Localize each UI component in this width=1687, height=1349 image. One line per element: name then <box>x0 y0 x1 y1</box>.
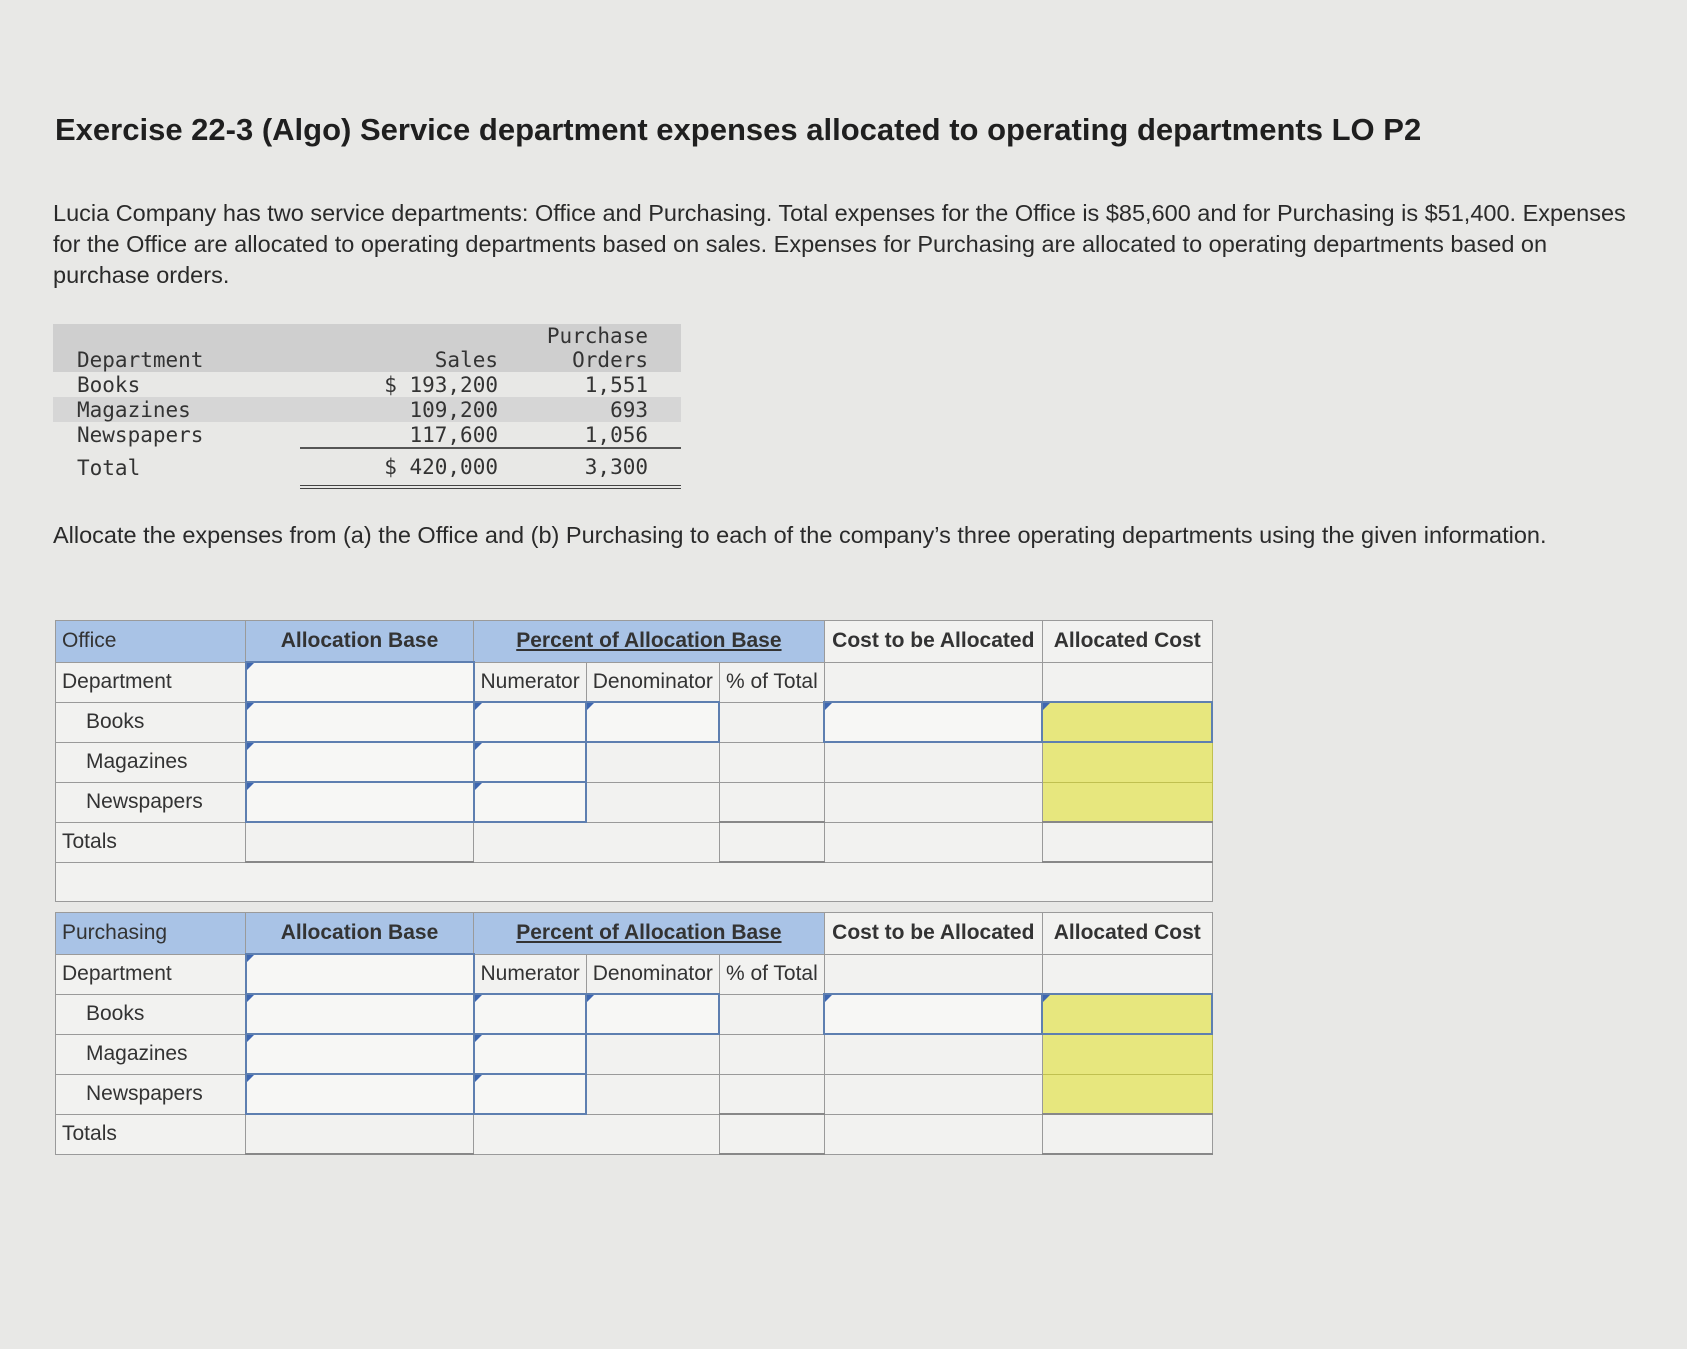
purchasing-dept-magazines: Magazines <box>56 1034 246 1074</box>
purchasing-magazines-denominator-cell[interactable] <box>586 1034 719 1074</box>
data-purchase-orders: 693 <box>530 397 681 422</box>
purchasing-percent-header: Percent of Allocation Base <box>474 913 825 955</box>
office-magazines-pct-cell[interactable] <box>719 742 824 782</box>
office-books-base-input[interactable] <box>246 702 474 742</box>
data-row-books <box>53 372 681 397</box>
data-sales: 109,200 <box>300 397 530 422</box>
purchasing-magazines-allocated-cost[interactable] <box>1042 1034 1212 1074</box>
purchasing-denominator-label: Denominator <box>586 954 719 994</box>
purchasing-allocation-base-select[interactable] <box>246 954 474 994</box>
purchasing-row-magazines <box>56 1034 1213 1074</box>
header-purchase-orders-line1: Purchase <box>546 324 648 348</box>
data-table-header <box>53 324 681 372</box>
purchasing-blank-cell <box>824 954 1042 994</box>
office-newspapers-pct-cell[interactable] <box>719 782 824 822</box>
office-newspapers-allocated-cost[interactable] <box>1042 782 1212 822</box>
purchasing-allocation-base-header: Allocation Base <box>246 913 474 955</box>
office-spacer-row <box>56 862 1213 902</box>
purchasing-row-totals <box>56 1114 1213 1154</box>
office-blank-cell <box>1042 662 1212 702</box>
purchasing-totals-pct[interactable] <box>719 1114 824 1154</box>
office-magazines-base-input[interactable] <box>246 742 474 782</box>
office-dept-newspapers: Newspapers <box>56 782 246 822</box>
office-percent-header: Percent of Allocation Base <box>474 621 825 663</box>
header-purchase-orders <box>530 324 681 372</box>
office-books-pct-cell[interactable] <box>719 702 824 742</box>
office-magazines-cost-cell[interactable] <box>824 742 1042 782</box>
purchasing-books-denominator-input[interactable] <box>586 994 719 1034</box>
purchasing-header-row <box>56 913 1213 955</box>
data-sales: 117,600 <box>300 422 530 448</box>
office-totals-label: Totals <box>56 822 246 862</box>
purchasing-newspapers-pct-cell[interactable] <box>719 1074 824 1114</box>
office-books-allocated-cost[interactable] <box>1042 702 1212 742</box>
office-numerator-label: Numerator <box>474 662 587 702</box>
purchasing-books-pct-cell[interactable] <box>719 994 824 1034</box>
purchasing-subheader-row <box>56 954 1213 994</box>
purchasing-totals-label: Totals <box>56 1114 246 1154</box>
data-purchase-orders: 1,056 <box>530 422 681 448</box>
data-row-magazines <box>53 397 681 422</box>
header-department: Department <box>53 324 300 372</box>
office-department-label: Department <box>56 662 246 702</box>
purchasing-books-cost-input[interactable] <box>824 994 1042 1034</box>
purchasing-books-numerator-input[interactable] <box>474 994 587 1034</box>
office-pct-total-label: % of Total <box>719 662 824 702</box>
purchasing-newspapers-denominator-cell[interactable] <box>586 1074 719 1114</box>
purchasing-allocated-cost-header: Allocated Cost <box>1042 913 1212 955</box>
office-allocation-base-header: Allocation Base <box>246 621 474 663</box>
header-sales: Sales <box>300 324 530 372</box>
data-total-sales: $ 420,000 <box>300 448 530 487</box>
purchasing-row-newspapers <box>56 1074 1213 1114</box>
purchasing-dept-newspapers: Newspapers <box>56 1074 246 1114</box>
purchasing-cost-to-be-allocated-header: Cost to be Allocated <box>824 913 1042 955</box>
office-magazines-denominator-cell[interactable] <box>586 742 719 782</box>
office-row-newspapers <box>56 782 1213 822</box>
purchasing-department-label: Department <box>56 954 246 994</box>
office-books-cost-input[interactable] <box>824 702 1042 742</box>
purchasing-books-base-input[interactable] <box>246 994 474 1034</box>
office-header-row <box>56 621 1213 663</box>
data-department: Books <box>77 372 141 397</box>
purchasing-newspapers-numerator-input[interactable] <box>474 1074 587 1114</box>
department-data-table <box>53 324 681 489</box>
office-newspapers-base-input[interactable] <box>246 782 474 822</box>
purchasing-blank-cell <box>1042 954 1212 994</box>
office-row-totals <box>56 822 1213 862</box>
purchasing-row-books <box>56 994 1213 1034</box>
header-purchase-orders-line2: Orders <box>572 348 648 372</box>
office-totals-allocated-cost[interactable] <box>1042 822 1212 862</box>
office-allocation-grid <box>55 620 1213 902</box>
office-cost-to-be-allocated-header: Cost to be Allocated <box>824 621 1042 663</box>
data-row-newspapers <box>53 422 681 448</box>
office-books-numerator-input[interactable] <box>474 702 587 742</box>
purchasing-allocation-grid <box>55 912 1213 1155</box>
purchasing-numerator-label: Numerator <box>474 954 587 994</box>
data-total-purchase-orders: 3,300 <box>530 448 681 487</box>
purchasing-section-label: Purchasing <box>56 913 246 955</box>
purchasing-newspapers-cost-cell[interactable] <box>824 1074 1042 1114</box>
office-dept-books: Books <box>56 702 246 742</box>
office-subheader-row <box>56 662 1213 702</box>
office-magazines-allocated-cost[interactable] <box>1042 742 1212 782</box>
purchasing-newspapers-base-input[interactable] <box>246 1074 474 1114</box>
purchasing-dept-books: Books <box>56 994 246 1034</box>
office-newspapers-numerator-input[interactable] <box>474 782 587 822</box>
office-totals-pct[interactable] <box>719 822 824 862</box>
data-row-total <box>53 448 681 487</box>
office-spacer-cell <box>56 862 1213 902</box>
instructions: Allocate the expenses from (a) the Office and (b) Purchasing to each of the company’s three operating departments using the given information. <box>53 522 1547 548</box>
office-dept-magazines: Magazines <box>56 742 246 782</box>
office-totals-base[interactable] <box>246 822 474 862</box>
problem-statement: Lucia Company has two service departments: Office and Purchasing. Total expenses for the Office is $85,600 and for Purchasing is $51,400. Expenses for the Office are allocated to operating departments based on sales. Expenses for Purchasing are allocated to operating departments based on purchase orders. <box>53 200 1626 288</box>
office-denominator-label: Denominator <box>586 662 719 702</box>
office-allocation-base-select[interactable] <box>246 662 474 702</box>
data-sales: $ 193,200 <box>384 372 498 397</box>
purchasing-magazines-numerator-input[interactable] <box>474 1034 587 1074</box>
purchasing-magazines-pct-cell[interactable] <box>719 1034 824 1074</box>
office-newspapers-cost-cell[interactable] <box>824 782 1042 822</box>
purchasing-pct-total-label: % of Total <box>719 954 824 994</box>
office-row-books <box>56 702 1213 742</box>
data-department: Newspapers <box>77 423 204 447</box>
exercise-title: Exercise 22-3 (Algo) Service department expenses allocated to operating departments LO P2 <box>55 112 1422 147</box>
purchasing-totals-blank <box>824 1114 1042 1154</box>
purchasing-totals-base[interactable] <box>246 1114 474 1154</box>
office-totals-blank <box>474 822 720 862</box>
office-row-magazines <box>56 742 1213 782</box>
office-totals-blank <box>824 822 1042 862</box>
purchasing-newspapers-allocated-cost[interactable] <box>1042 1074 1212 1114</box>
office-newspapers-denominator-cell[interactable] <box>586 782 719 822</box>
office-section-label: Office <box>56 621 246 663</box>
purchasing-books-allocated-cost[interactable] <box>1042 994 1212 1034</box>
office-allocated-cost-header: Allocated Cost <box>1042 621 1212 663</box>
data-purchase-orders: 1,551 <box>584 372 648 397</box>
office-blank-cell <box>824 662 1042 702</box>
purchasing-magazines-base-input[interactable] <box>246 1034 474 1074</box>
office-magazines-numerator-input[interactable] <box>474 742 587 782</box>
data-department: Magazines <box>53 397 300 422</box>
purchasing-totals-blank <box>474 1114 720 1154</box>
data-total-label: Total <box>77 455 141 480</box>
purchasing-totals-allocated-cost[interactable] <box>1042 1114 1212 1154</box>
purchasing-magazines-cost-cell[interactable] <box>824 1034 1042 1074</box>
office-books-denominator-input[interactable] <box>586 702 719 742</box>
